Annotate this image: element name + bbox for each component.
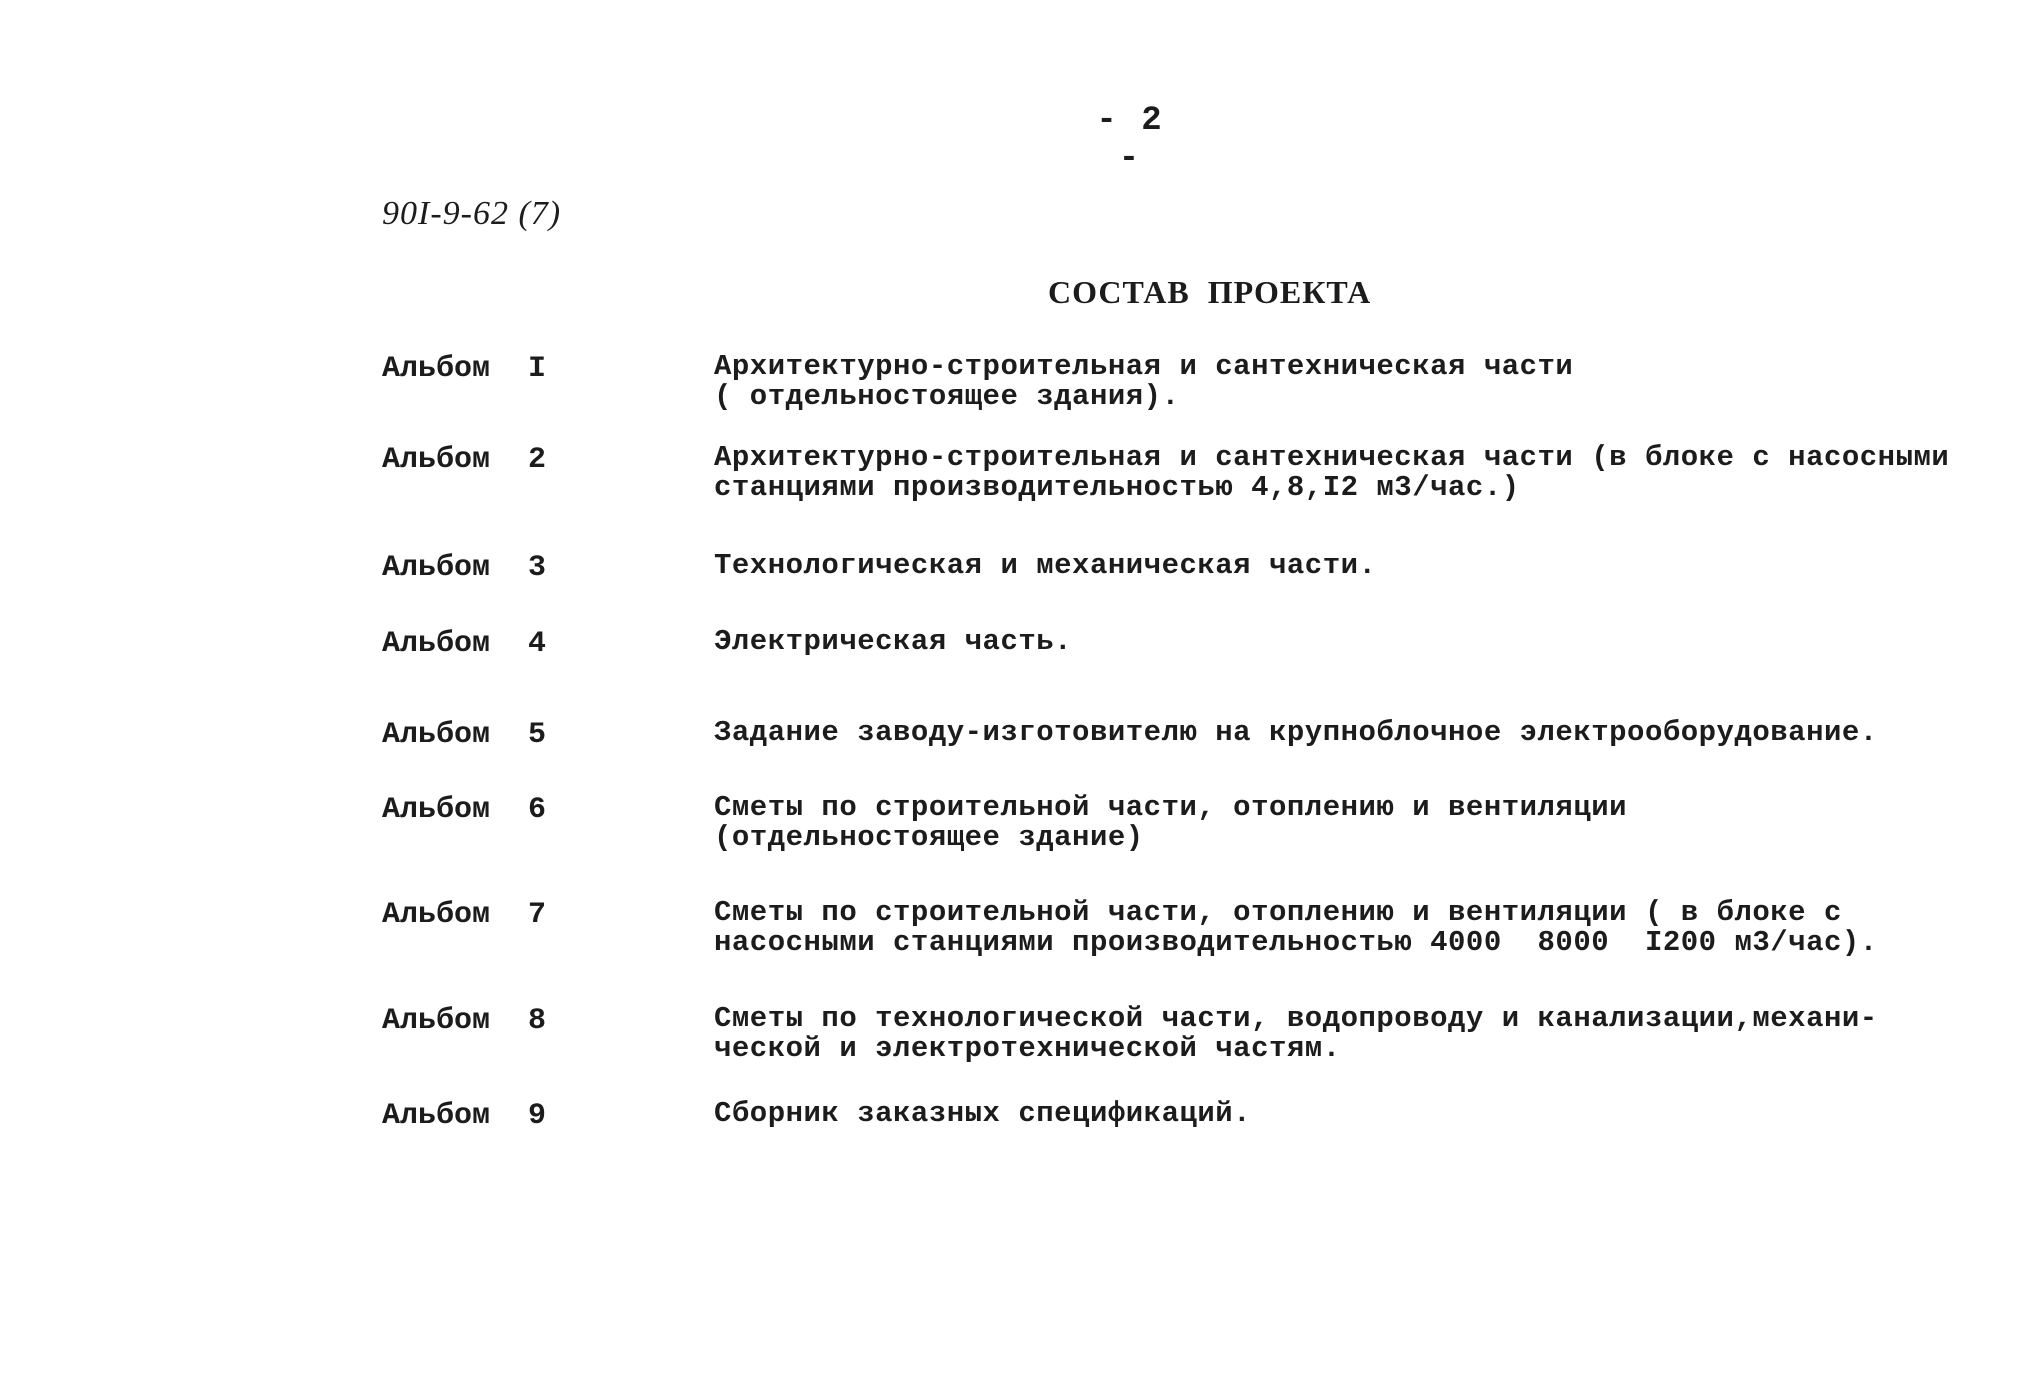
album-label: Альбом (382, 793, 491, 827)
album-description-line: Электрическая часть. (714, 625, 1073, 658)
album-number: 3 (528, 551, 547, 585)
album-description (714, 627, 2014, 657)
album-description-line: ческой и электротехнической частям. (714, 1032, 1341, 1065)
album-number: 5 (528, 718, 547, 752)
album-description-line: Технологическая и механическая части. (714, 549, 1377, 582)
album-number: 6 (528, 793, 547, 827)
album-label: Альбом (382, 627, 491, 661)
album-label: Альбом (382, 352, 491, 386)
album-description (714, 1004, 2014, 1064)
album-description-line: Сметы по строительной части, отоплению и вентиляции ( в блоке с (714, 896, 1842, 929)
album-number: 8 (528, 1004, 547, 1038)
page-number: - 2 - (1096, 102, 1164, 178)
album-label: Альбом (382, 718, 491, 752)
album-description-line: насосными станциями производительностью 4000 8000 I200 м3/час). (714, 926, 1878, 959)
album-description (714, 443, 2014, 503)
album-description-line: (отдельностоящее здание) (714, 821, 1144, 854)
album-description-line: Сметы по технологической части, водопроводу и канализации,механи- (714, 1002, 1878, 1035)
album-description-line: станциями производительностью 4,8,I2 м3/час.) (714, 471, 1520, 504)
album-description (714, 352, 2014, 412)
album-description-line: Задание заводу-изготовителю на крупноблочное электрооборудование. (714, 716, 1878, 749)
album-description-line: Архитектурно-строительная и сантехническая части (714, 350, 1574, 383)
album-description-line: Сборник заказных спецификаций. (714, 1097, 1252, 1130)
album-description (714, 898, 2014, 958)
page-title: СОСТАВ ПРОЕКТА (1048, 274, 1372, 310)
album-description (714, 718, 2014, 748)
album-label: Альбом (382, 1004, 491, 1038)
album-label: Альбом (382, 443, 491, 477)
album-description (714, 793, 2014, 853)
album-number: 2 (528, 443, 547, 477)
album-number: 9 (528, 1099, 547, 1133)
album-label: Альбом (382, 551, 491, 585)
album-label: Альбом (382, 898, 491, 932)
album-number: I (528, 352, 547, 386)
album-number: 7 (528, 898, 547, 932)
document-code: 90I-9-62 (7) (382, 195, 562, 232)
album-description-line: Архитектурно-строительная и сантехническая части (в блоке с насосными (714, 441, 1950, 474)
album-description (714, 1099, 2014, 1129)
album-description-line: Сметы по строительной части, отоплению и вентиляции (714, 791, 1628, 824)
album-label: Альбом (382, 1099, 491, 1133)
album-description (714, 551, 2014, 581)
album-number: 4 (528, 627, 547, 661)
album-description-line: ( отдельностоящее здания). (714, 380, 1180, 413)
